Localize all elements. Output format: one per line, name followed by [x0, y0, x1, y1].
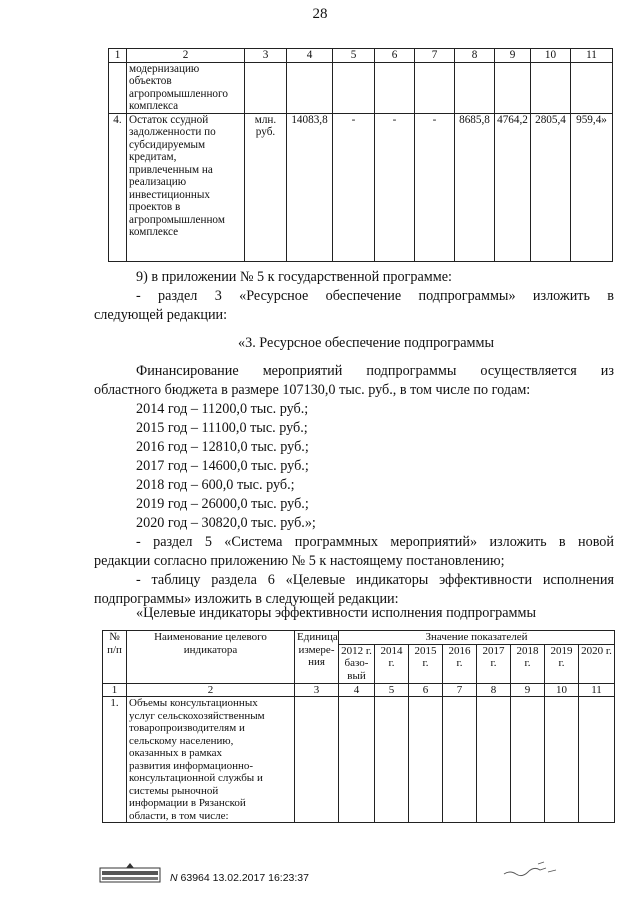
registry-stamp-icon — [98, 862, 162, 884]
year-funding: 2019 год – 26000,0 тыс. руб.; — [136, 496, 309, 512]
value-cell: - — [415, 113, 455, 261]
value-cell: - — [333, 113, 375, 261]
indicators-table-continued — [108, 48, 613, 262]
page-number: 28 — [312, 6, 328, 22]
header-unit: Единица измере- ния — [295, 631, 339, 684]
financing-text-cont: областного бюджета в размере 107130,0 тыс. руб., в том числе по годам: — [94, 382, 531, 398]
header-name: Наименование целевого индикатора — [127, 631, 295, 684]
header-year: 2017 г. — [477, 644, 511, 683]
header-values: Значение показателей — [339, 631, 615, 645]
value-cell: - — [375, 113, 415, 261]
header-year: 2016 г. — [443, 644, 477, 683]
section5-instruction: - раздел 5 «Система программных мероприятий» изложить в новой — [136, 534, 614, 550]
signature-scribble-icon — [500, 860, 560, 880]
table-header-row — [109, 49, 613, 63]
header-year: 2015 г. — [409, 644, 443, 683]
year-funding: 2017 год – 14600,0 тыс. руб.; — [136, 458, 309, 474]
header-cell: 10 — [531, 49, 571, 63]
name-cell: Остаток ссудной задолженности по субсидируемым кредитам, привлеченным на реализацию инвестиционных проектов в агропромышленном комплексе — [127, 113, 245, 261]
indicators-heading: «Целевые индикаторы эффективности исполнения подпрограммы — [136, 605, 537, 621]
name-cell: модернизацию объектов агропромышленного комплекса — [127, 62, 245, 113]
header-base-year: 2012 г. базо- вый — [339, 644, 375, 683]
year-funding: 2014 год – 11200,0 тыс. руб.; — [136, 401, 309, 417]
registration-number-date: 63964 13.02.2017 16:23:37 — [180, 872, 309, 884]
column-number-row: 1 2 3 4 5 6 7 8 9 10 11 — [103, 683, 615, 697]
header-cell: 2 — [127, 49, 245, 63]
item-9: 9) в приложении № 5 к государственной программе: — [136, 269, 452, 285]
name-cell: Объемы консультационных услуг сельскохозяйственным товаропроизводителям и сельскому населению, оказанных в рамках развития информационно- консультационной службы и системы рыночной информации в Рязанской области, в том числе: — [127, 697, 295, 823]
section3-heading: «3. Ресурсное обеспечение подпрограммы — [238, 335, 494, 351]
section3-instruction: - раздел 3 «Ресурсное обеспечение подпрограммы» изложить в — [136, 288, 614, 304]
section3-instruction-cont: следующей редакции: — [94, 307, 228, 323]
unit-cell: млн. руб. — [245, 113, 287, 261]
value-cell: 4764,2 — [495, 113, 531, 261]
value-cell: 8685,8 — [455, 113, 495, 261]
header-cell: 9 — [495, 49, 531, 63]
header-year: 2018 г. — [511, 644, 545, 683]
header-cell: 6 — [375, 49, 415, 63]
header-cell: 7 — [415, 49, 455, 63]
header-cell: 5 — [333, 49, 375, 63]
header-cell: 3 — [245, 49, 287, 63]
header-year: 2020 г. — [579, 644, 615, 683]
header-year: 2014 г. — [375, 644, 409, 683]
header-cell: 8 — [455, 49, 495, 63]
section5-instruction-cont: редакции согласно приложению № 5 к настоящему постановлению; — [94, 553, 505, 569]
header-year: 2019 г. — [545, 644, 579, 683]
value-cell: 2805,4 — [531, 113, 571, 261]
value-cell: 14083,8 — [287, 113, 333, 261]
year-funding: 2018 год – 600,0 тыс. руб.; — [136, 477, 295, 493]
section6-instruction: - таблицу раздела 6 «Целевые индикаторы эффективности исполнения — [136, 572, 614, 588]
section6-instruction-cont: подпрограммы» изложить в следующей редакции: — [94, 591, 399, 607]
financing-text: Финансирование мероприятий подпрограммы осуществляется из — [136, 363, 614, 379]
header-cell: 11 — [571, 49, 613, 63]
header-cell: 4 — [287, 49, 333, 63]
indicators-table — [102, 630, 615, 823]
table-row — [103, 697, 615, 823]
document-registration — [170, 872, 309, 884]
row-number: 1. — [103, 697, 127, 823]
year-funding: 2015 год – 11100,0 тыс. руб.; — [136, 420, 308, 436]
registration-mark: N — [170, 872, 178, 884]
table-row — [109, 62, 613, 113]
header-cell: 1 — [109, 49, 127, 63]
year-funding: 2016 год – 12810,0 тыс. руб.; — [136, 439, 309, 455]
year-funding: 2020 год – 30820,0 тыс. руб.»; — [136, 515, 316, 531]
value-cell: 959,4» — [571, 113, 613, 261]
header-num: № п/п — [103, 631, 127, 684]
table-header-row — [103, 631, 615, 645]
row-number: 4. — [109, 113, 127, 261]
table-row — [109, 113, 613, 261]
